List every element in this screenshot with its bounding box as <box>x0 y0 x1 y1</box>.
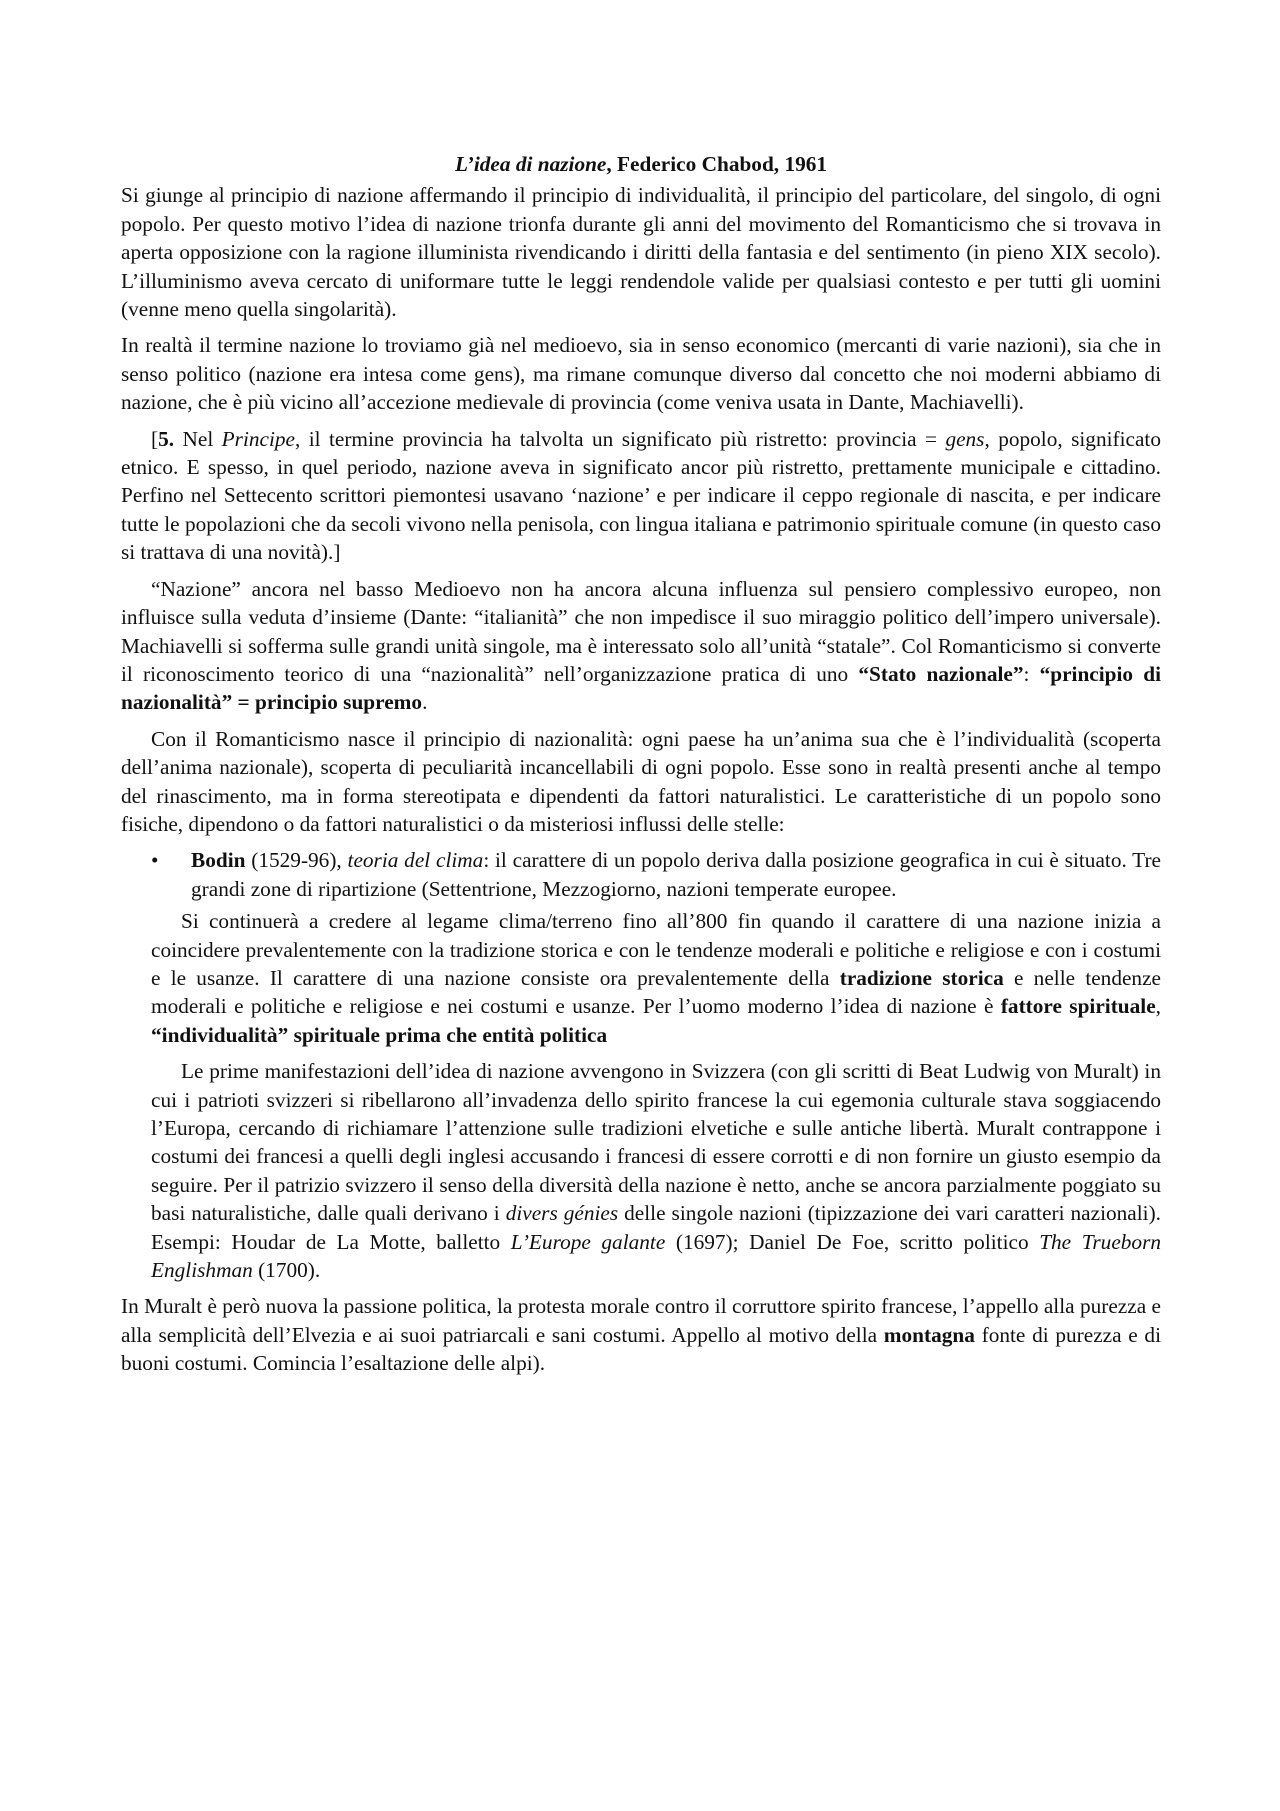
document-title <box>121 150 1161 178</box>
bullet-text <box>191 846 1161 903</box>
fattore-spirituale-term: fattore spirituale <box>1000 994 1156 1019</box>
paragraph-7 <box>151 1057 1161 1284</box>
paragraph-8 <box>121 1292 1161 1377</box>
individualita-term: “individualità” spirituale prima che entità politica <box>151 1022 608 1047</box>
indented-section <box>151 907 1161 1284</box>
paragraph-3-note <box>121 425 1161 567</box>
paragraph-2: In realtà il termine nazione lo troviamo già nel medioevo, sia in senso economico (mercanti di varie nazioni), sia che in senso politico (nazione era intesa come gens), ma rimane comunque diverso dal concetto che noi moderni abbiamo di nazione, che è più vicino all’accezione medievale di provincia (come veniva usata in Dante, Machiavelli). <box>121 333 1161 415</box>
bullet-item-bodin <box>121 846 1161 903</box>
trueborn-title: The Trueborn Englishman <box>151 1229 1162 1283</box>
note-number: 5. <box>158 426 175 451</box>
title-author-year: , Federico Chabod, 1961 <box>606 152 828 176</box>
principe-title: Principe <box>221 426 295 451</box>
principio-nazionalita-term: “principio di nazionalità” = principio supremo <box>121 661 1161 715</box>
stato-nazionale-term: “Stato nazionale” <box>858 661 1024 686</box>
text-span: delle singole nazioni (tipizzazione dei vari caratteri nazionali). Esempi: Houdar de La Motte, balletto <box>151 1201 1161 1254</box>
text-span: Le prime manifestazioni dell’idea di nazione avvengono in Svizzera (con gli scritti di Beat Ludwig von Muralt) in cui i patrioti svizzeri si ribellarono all’invadenza dello spirito francese la cui egemonia culturale stava soggiacendo l’Europa, cercando di richiamare l’attenzione sulle tradizioni elvetiche e sulle antiche libertà. Muralt contrappone i costumi dei francesi a quelli degli inglesi accusando i francesi di essere corrotti e di non fornire un giusto esempio da seguire. Per il patrizio svizzero il senso della diversità della nazione è netto, anche se ancora parzialmente poggiato su basi naturalistiche, dalle quali derivano i <box>151 1059 1161 1226</box>
paragraph-6 <box>151 907 1161 1049</box>
text-span: “Nazione” ancora nel basso Medioevo non ha ancora alcuna influenza sul pensiero complessivo europeo, non influisce sulla veduta d’insieme (Dante: “italianità” che non impedisce il suo miraggio politico dell’impero universale). Machiavelli si sofferma sulle grandi unità singole, ma è interessato solo all’unità “statale”. Col Romanticismo si converte il riconoscimento teorico di una “nazionalità” nell’organizzazione pratica di uno <box>121 576 1161 686</box>
text-span: , popolo, significato etnico. E spesso, in quel periodo, nazione aveva in significato ancor più ristretto, prettamente municipale e cittadino. Perfino nel Settecento scrittori piemontesi usavano ‘nazione’ e per indicare il ceppo regionale di nascita, e per indicare tutte le popolazioni che da secoli vivono nella penisola, con lingua italiana e patrimonio spirituale comune (in questo caso si trattava di una novità).] <box>121 426 1161 565</box>
text-span: , <box>1155 994 1161 1019</box>
paragraph-4 <box>121 575 1161 717</box>
text-span: Si continuerà a credere al legame clima/terreno fino all’800 fin quando il carattere di una nazione inizia a coincidere prevalentemente con la tradizione storica e con le tendenze moderali e politiche e religiose e con i costumi e le usanze. Il carattere di una nazione consiste ora prevalentemente della <box>151 909 1161 990</box>
text-span: e nelle tendenze moderali e politiche e religiose e nei costumi e usanze. Per l’uomo moderno l’idea di nazione è <box>151 965 1161 1019</box>
divers-genies-term: divers génies <box>505 1201 619 1226</box>
bodin-name: Bodin <box>191 848 246 873</box>
text-span: , il termine provincia ha talvolta un significato più ristretto: provincia = <box>294 426 946 451</box>
text-span: fonte di purezza e di buoni costumi. Comincia l’esaltazione delle alpi). <box>121 1322 1161 1376</box>
text-span: (1529-96), <box>245 848 348 873</box>
document-page <box>121 150 1161 1386</box>
tradizione-storica-term: tradizione storica <box>839 965 1004 990</box>
note-bracket: [ <box>151 426 159 451</box>
paragraph-5: Con il Romanticismo nasce il principio di nazionalità: ogni paese ha un’anima sua che è l’individualità (scoperta dell’anima nazionale), scoperta di peculiarità incancellabili di ogni popolo. Esse sono in realtà presenti anche al tempo del rinascimento, ma in forma stereotipata e dipendenti da fattori naturalistici. Le caratteristiche di un popolo sono fisiche, dipendono o da fattori naturalistici o da misteriosi influssi delle stelle: <box>121 726 1161 836</box>
text-span: . <box>422 690 428 715</box>
text-span: Nel <box>174 426 222 451</box>
text-span: : il carattere di un popolo deriva dalla posizione geografica in cui è situato. Tre grandi zone di ripartizione (Settentrione, Mezzogiorno, nazioni temperate europee. <box>191 848 1161 901</box>
text-span: (1700). <box>252 1258 321 1283</box>
title-work: L’idea di nazione <box>454 152 607 176</box>
teoria-clima-term: teoria del clima <box>347 848 484 873</box>
bullet-icon: • <box>151 848 159 873</box>
text-span: In Muralt è però nuova la passione politica, la protesta morale contro il corruttore spirito francese, l’appello alla purezza e alla semplicità dell’Elvezia e ai suoi patriarcali e sani costumi. Appello al motivo della <box>121 1294 1161 1347</box>
gens-term: gens <box>945 426 985 451</box>
montagna-term: montagna <box>883 1322 975 1347</box>
text-span: (1697); Daniel De Foe, scritto politico <box>665 1229 1040 1254</box>
europe-galante-title: L’Europe galante <box>510 1229 666 1254</box>
text-span: : <box>1023 661 1040 686</box>
paragraph-1: Si giunge al principio di nazione affermando il principio di individualità, il principio del particolare, del singolo, di ogni popolo. Per questo motivo l’idea di nazione trionfa durante gli anni del movimento del Romanticismo che si trovava in aperta opposizione con la ragione illuminista rivendicando i diritti della fantasia e del sentimento (in pieno XIX secolo). L’illuminismo aveva cercato di uniformare tutte le leggi rendendole valide per qualsiasi contesto e per tutti gli uomini (venne meno quella singolarità). <box>121 183 1161 322</box>
